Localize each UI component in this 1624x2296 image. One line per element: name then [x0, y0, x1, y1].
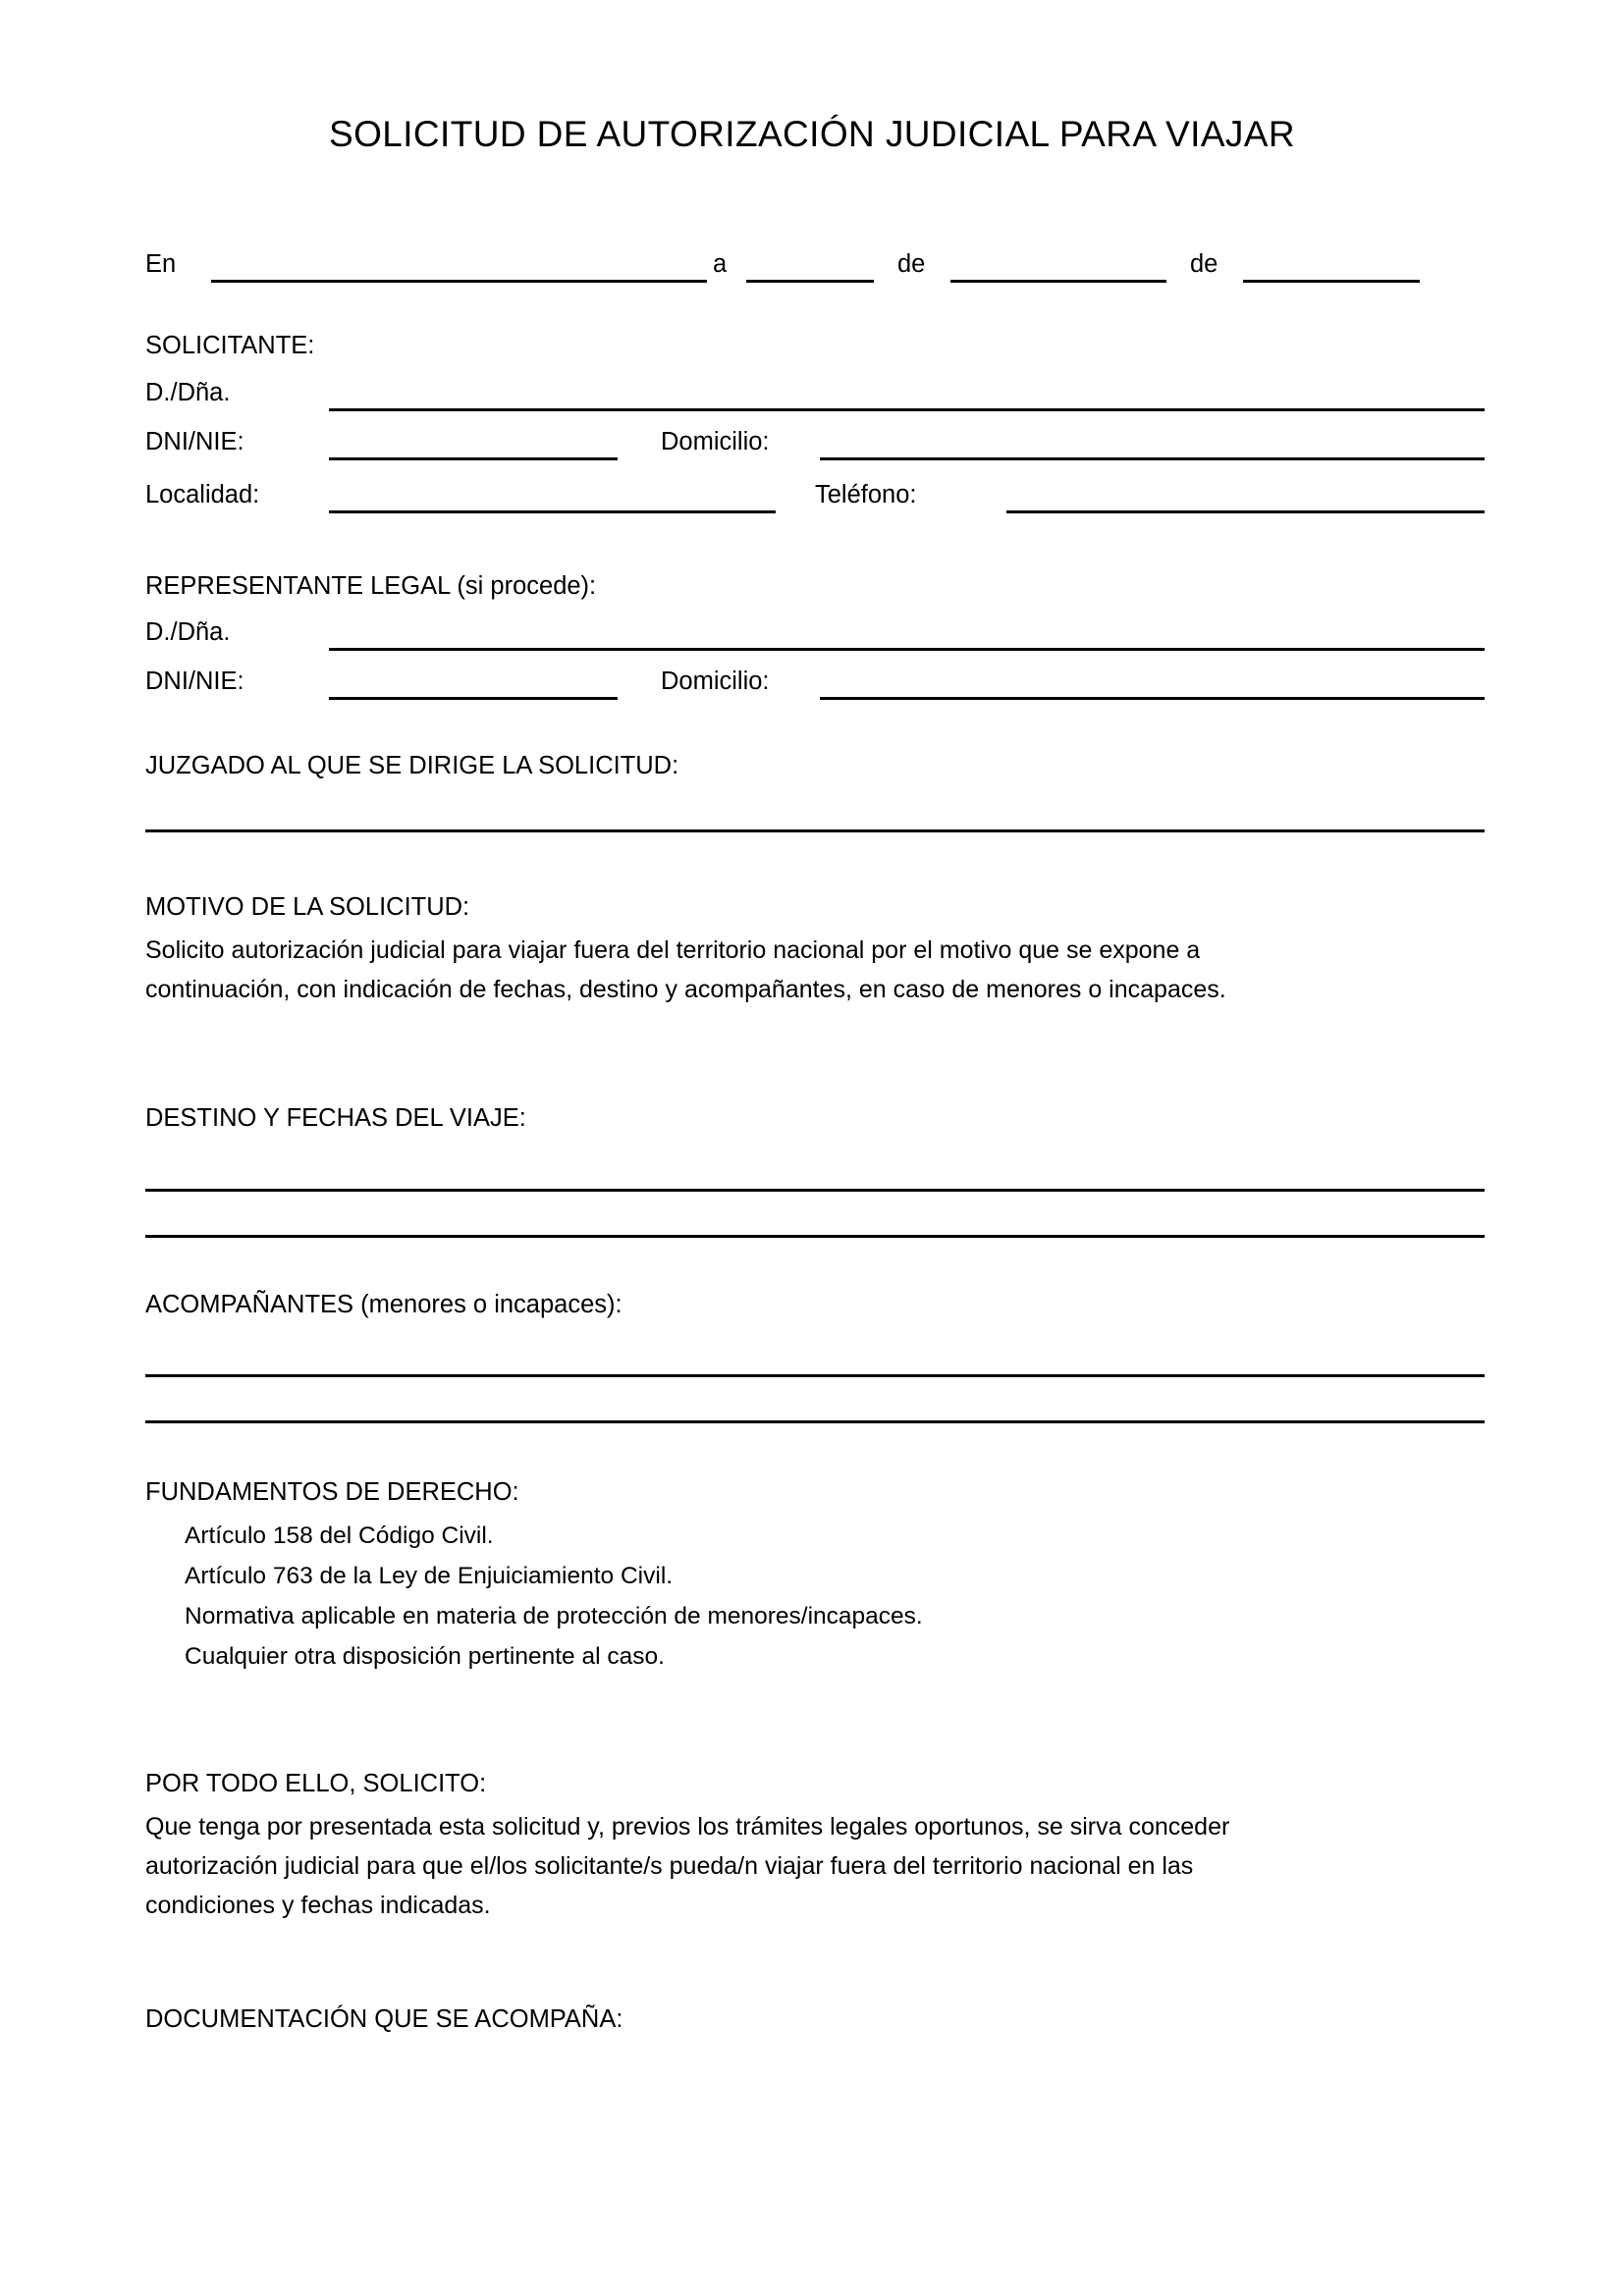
month-rule	[950, 280, 1166, 283]
list-item: Normativa aplicable en materia de protección de menores/incapaces.	[185, 1603, 923, 1629]
day-input[interactable]	[746, 248, 874, 284]
destino-heading: DESTINO Y FECHAS DEL VIAJE:	[145, 1104, 526, 1132]
solicitante-name-label: D./Dña.	[145, 379, 231, 406]
solicitante-domicilio-label: Domicilio:	[661, 428, 770, 455]
solicitante-telefono-input[interactable]	[1006, 477, 1485, 510]
place-rule	[211, 280, 707, 283]
date-a-label: a	[713, 250, 728, 278]
solicitante-telefono-rule	[1006, 510, 1485, 513]
date-de-label-2: de	[1190, 250, 1218, 278]
juzgado-heading: JUZGADO AL QUE SE DIRIGE LA SOLICITUD:	[145, 752, 679, 779]
acompanantes-heading: ACOMPAÑANTES (menores o incapaces):	[145, 1291, 623, 1318]
page-title: SOLICITUD DE AUTORIZACIÓN JUDICIAL PARA VIAJAR	[328, 114, 1295, 154]
representante-dni-input[interactable]	[329, 664, 618, 697]
solicitante-localidad-input[interactable]	[329, 477, 776, 510]
destino-input-2[interactable]	[145, 1197, 1485, 1236]
motivo-body-line-2: continuación, con indicación de fechas, destino y acompañantes, en caso de menores o incapaces.	[145, 976, 1226, 1003]
date-line	[145, 248, 1485, 288]
day-rule	[746, 280, 874, 283]
solicitante-domicilio-rule	[820, 457, 1485, 460]
solicito-body	[145, 1807, 1485, 1925]
representante-name-rule	[329, 648, 1485, 651]
date-en-label: En	[145, 250, 177, 278]
acompanantes-rule-2	[145, 1420, 1485, 1423]
representante-domicilio-label: Domicilio:	[661, 667, 770, 695]
date-de-label-1: de	[897, 250, 926, 278]
solicitante-dni-rule	[329, 457, 618, 460]
year-input[interactable]	[1243, 248, 1420, 284]
solicitante-localidad-rule	[329, 510, 776, 513]
list-item: Cualquier otra disposición pertinente al caso.	[185, 1643, 665, 1670]
solicitante-localidad-label: Localidad:	[145, 481, 260, 508]
solicitante-name-rule	[329, 408, 1485, 411]
solicito-body-line-3: condiciones y fechas indicadas.	[145, 1892, 491, 1919]
list-item: Artículo 763 de la Ley de Enjuiciamiento Civil.	[185, 1563, 674, 1589]
acompanantes-input-1[interactable]	[145, 1336, 1485, 1375]
solicito-body-line-1: Que tenga por presentada esta solicitud y, previos los trámites legales oportunos, se sirva conceder	[145, 1813, 1230, 1841]
representante-domicilio-input[interactable]	[820, 664, 1485, 697]
motivo-body-line-1: Solicito autorización judicial para viajar fuera del territorio nacional por el motivo que se expone a	[145, 936, 1201, 964]
representante-heading: REPRESENTANTE LEGAL (si procede):	[145, 572, 597, 600]
fundamentos-list	[185, 1524, 1485, 1670]
solicitante-dni-label: DNI/NIE:	[145, 428, 244, 455]
representante-name-input[interactable]	[329, 614, 1485, 648]
solicito-heading: POR TODO ELLO, SOLICITO:	[145, 1770, 487, 1797]
place-input[interactable]	[211, 248, 707, 284]
representante-name-label: D./Dña.	[145, 618, 231, 646]
documentacion-heading: DOCUMENTACIÓN QUE SE ACOMPAÑA:	[145, 2005, 623, 2033]
juzgado-rule	[145, 829, 1485, 832]
representante-dni-rule	[329, 697, 618, 700]
list-item: Artículo 158 del Código Civil.	[185, 1522, 494, 1549]
month-input[interactable]	[950, 248, 1166, 284]
destino-input-1[interactable]	[145, 1150, 1485, 1190]
solicitante-telefono-label: Teléfono:	[815, 481, 917, 508]
representante-dni-label: DNI/NIE:	[145, 667, 244, 695]
solicitante-heading: SOLICITANTE:	[145, 332, 315, 359]
solicitante-name-input[interactable]	[329, 375, 1485, 408]
acompanantes-rule-1	[145, 1374, 1485, 1377]
solicitante-dni-input[interactable]	[329, 424, 618, 457]
destino-rule-1	[145, 1189, 1485, 1192]
fundamentos-heading: FUNDAMENTOS DE DERECHO:	[145, 1478, 519, 1506]
solicitante-domicilio-input[interactable]	[820, 424, 1485, 457]
juzgado-input[interactable]	[145, 791, 1485, 830]
year-rule	[1243, 280, 1420, 283]
representante-domicilio-rule	[820, 697, 1485, 700]
destino-rule-2	[145, 1235, 1485, 1238]
motivo-body	[145, 931, 1485, 1009]
motivo-heading: MOTIVO DE LA SOLICITUD:	[145, 893, 470, 921]
acompanantes-input-2[interactable]	[145, 1382, 1485, 1421]
solicito-body-line-2: autorización judicial para que el/los solicitante/s pueda/n viajar fuera del territorio nacional en las	[145, 1852, 1194, 1880]
